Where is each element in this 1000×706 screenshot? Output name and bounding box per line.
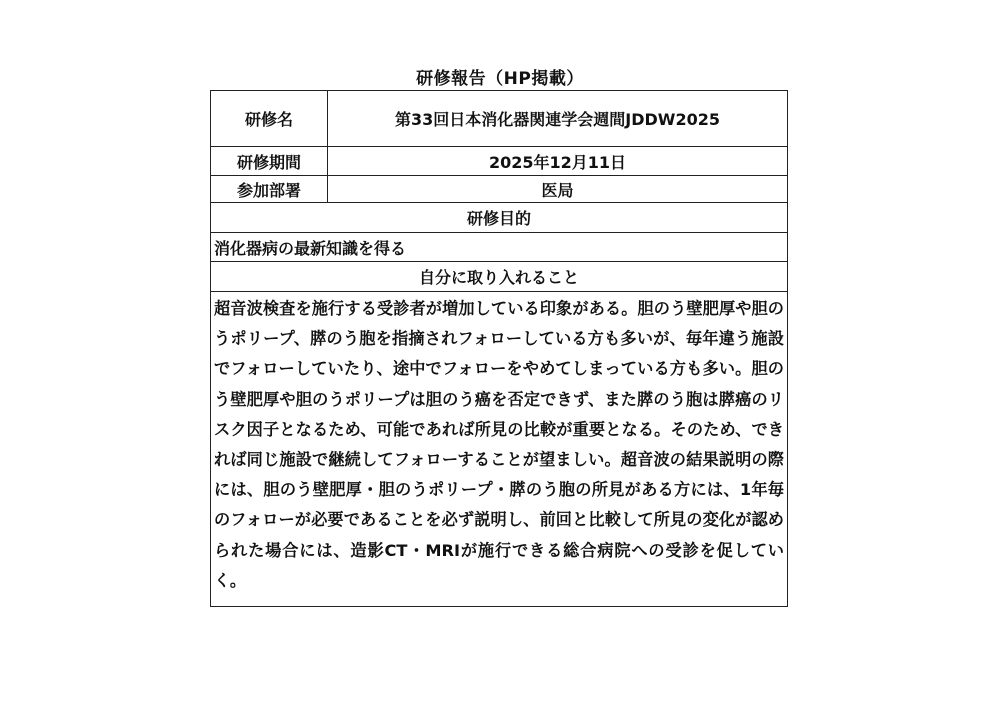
training-name-row	[211, 91, 787, 147]
document-title: 研修報告（HP掲載）	[416, 69, 584, 89]
department-row	[211, 176, 787, 203]
training-name-label: 研修名	[211, 91, 328, 146]
department-label: 参加部署	[211, 176, 328, 202]
training-period-value: 2025年12月11日	[488, 152, 627, 172]
takeaway-text: 超音波検査を施行する受診者が増加している印象がある。胆のう壁肥厚や胆のうポリープ、膵のう胞を指摘されフォローしている方も多いが、毎年違う施設でフォローしていたり、途中でフォローをやめてしまっている方も多い。胆のう壁肥厚や胆のうポリープは胆のう癌を否定できず、また膵のう胞は膵癌のリスク因子となるため、可能であれば所見の比較が重要となる。そのため、できれば同じ施設で継続してフォローすることが望ましい。超音波の結果説明の際には、胆のう壁肥厚・胆のうポリープ・膵のう胞の所見がある方には、1年毎のフォローが必要であることを必ず説明し、前回と比較して所見の変化が認められた場合には、造影CT・MRIが施行できる総合病院への受診を促していく。	[214, 299, 784, 590]
training-name-value: 第33回日本消化器関連学会週間JDDW2025	[395, 110, 720, 129]
purpose-heading: 研修目的	[211, 203, 787, 233]
takeaway-heading: 自分に取り入れること	[211, 262, 787, 292]
report-table	[210, 90, 788, 607]
purpose-text: 消化器病の最新知識を得る	[211, 233, 787, 262]
training-period-row	[211, 147, 787, 176]
department-value: 医局	[541, 180, 574, 200]
training-period-label: 研修期間	[211, 147, 328, 175]
